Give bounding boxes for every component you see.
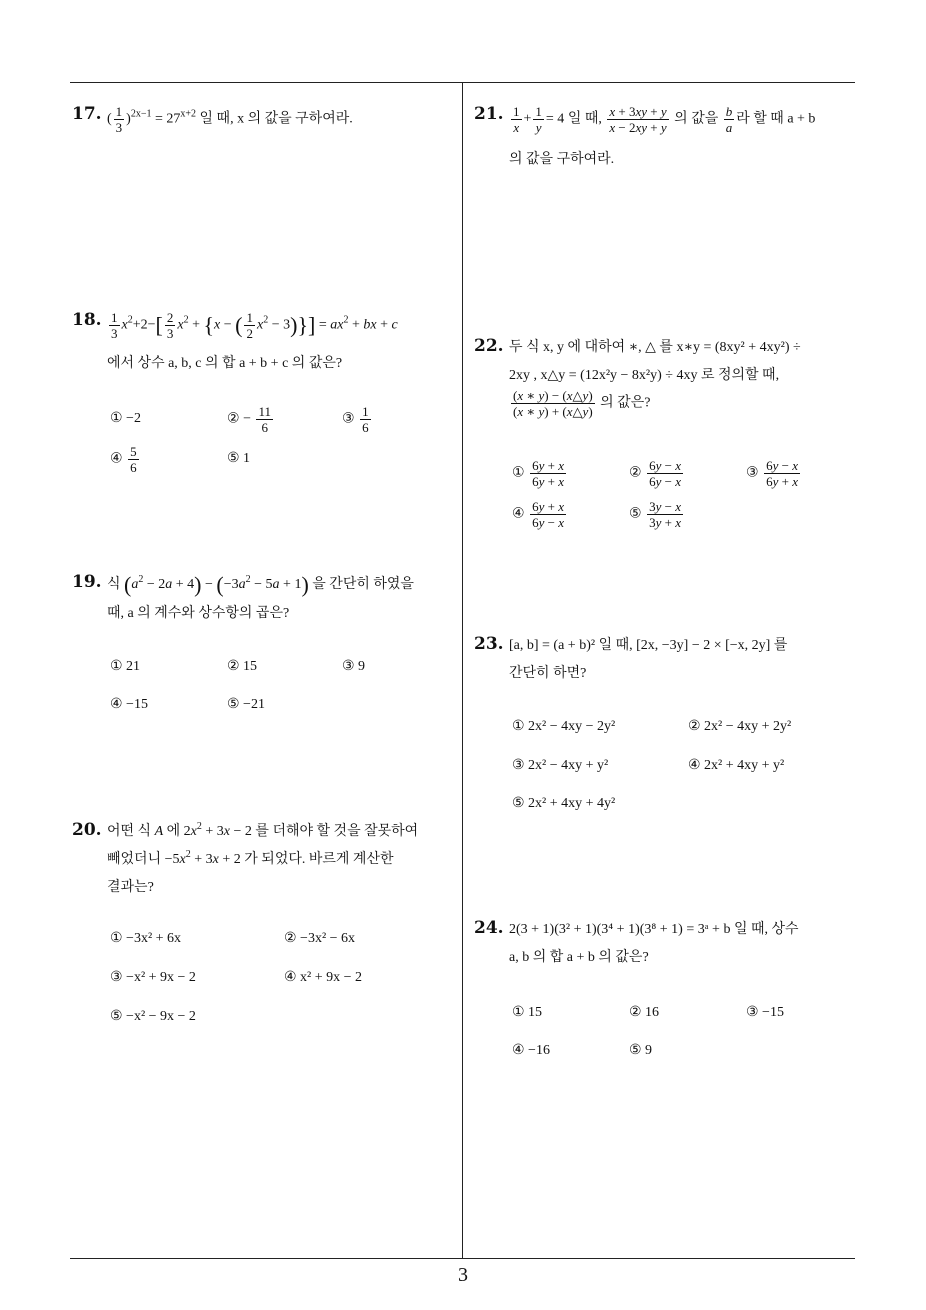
question-text-line3: 결과는?	[107, 880, 154, 895]
question-formula: $\frac{1}{3}$ $x^2+2-$[ $\frac{2}{3}$ $x^2 + \{x$ − ( $\frac{1}{2}$ $x^2 - 3)\}] = ax^2$ + bx + c	[111, 310, 398, 341]
choice-2[interactable]: ② −3x² − 6x	[284, 931, 356, 946]
question-19-text: 을 간단히 하였을	[312, 577, 414, 593]
choice-5[interactable]: ⑤ 9	[629, 1043, 653, 1058]
question-text: 에서 상수 a, b, c 의 합 a + b + c 의 값은?	[107, 356, 343, 371]
choice-2[interactable]: ② − $\frac{11}{6}$	[227, 404, 271, 435]
question-text: 2(3 + 1)(3² + 1)(3⁴ + 1)(3⁸ + 1) = 3ᵃ + b 일 때, 상수	[509, 922, 799, 937]
choice-1[interactable]: ① 2x² − 4xy − 2y²	[512, 719, 616, 734]
choice-4[interactable]: ④ $\frac{5}{6}$	[110, 444, 137, 475]
choice-3[interactable]: ③ 2x² − 4xy + y²	[512, 758, 609, 773]
choice-1[interactable]: ① −2	[110, 411, 141, 426]
question-17-text: 일 때, x 의 값을 구하여라.	[199, 111, 353, 127]
choice-2[interactable]: ② 2x² − 4xy + 2y²	[688, 719, 792, 734]
choice-5[interactable]: ⑤ −x² − 9x − 2	[110, 1009, 196, 1024]
question-22	[474, 336, 864, 546]
question-number: 23.	[474, 634, 504, 654]
choice-3[interactable]: ③ $\frac{1}{6}$	[342, 404, 369, 435]
choice-3[interactable]: ③ −x² + 9x − 2	[110, 970, 196, 985]
choice-4[interactable]: ④ $\frac{6y + x}{6y - x}$	[512, 499, 564, 530]
question-text-line2: 의 값을 구하여라.	[509, 152, 615, 167]
question-text: 두 식 x, y 에 대하여 ∗, △ 를 x∗y = (8xy² + 4xy²) ÷	[509, 340, 801, 355]
question-number: 22.	[474, 336, 504, 356]
choice-4[interactable]: ④ −15	[110, 697, 148, 712]
choice-4[interactable]: ④ 2x² + 4xy + y²	[688, 758, 785, 773]
choice-5[interactable]: ⑤ $\frac{3y - x}{3y + x}$	[629, 499, 681, 530]
choice-1[interactable]: ① 15	[512, 1005, 543, 1020]
question-text-line2: 때, a 의 계수와 상수항의 곱은?	[107, 606, 290, 621]
question-text: 어떤 식 A 에 $2x^2 + 3x - 2$ 를 더해야 할 것을 잘못하여	[107, 821, 419, 839]
question-text-line3: $\frac{(x ∗ y) - (x\triangle y)}{(x ∗ y) + (x\triangle y)}$ 의 값은?	[513, 388, 651, 419]
question-19	[72, 572, 462, 722]
question-number: 18.	[72, 310, 102, 330]
question-number: 19.	[72, 572, 102, 592]
choice-4[interactable]: ④ x² + 9x − 2	[284, 970, 363, 985]
choice-1[interactable]: ① $\frac{6y + x}{6y + x}$	[512, 458, 564, 489]
math-fraction: $\frac{1}{3}$	[115, 104, 123, 135]
choice-1[interactable]: ① 21	[110, 659, 141, 674]
question-text: $\frac{1}{x}$ + $\frac{1}{y}$ = 4 일 때, $\frac{x + 3xy + y}{x - 2xy + y}$ 의 값을 $\frac{b}{a}$ 라 할 때 a + b	[513, 104, 816, 135]
choice-2[interactable]: ② 15	[227, 659, 258, 674]
choice-2[interactable]: ② 16	[629, 1005, 660, 1020]
choice-5[interactable]: ⑤ −21	[227, 697, 265, 712]
choice-5[interactable]: ⑤ 1	[227, 451, 251, 466]
question-text-line2: 빼었더니 $-5x^2 + 3x + 2$ 가 되었다. 바르게 계산한	[107, 849, 394, 867]
choice-3[interactable]: ③ −15	[746, 1005, 784, 1020]
question-text: [a, b] = (a + b)² 일 때, [2x, −3y] − 2 × [−x, 2y] 를	[509, 638, 788, 653]
choice-5[interactable]: ⑤ 2x² + 4xy + 4y²	[512, 796, 616, 811]
question-number: 20.	[72, 820, 102, 840]
question-24	[474, 918, 864, 1068]
question-20	[72, 820, 462, 1040]
choice-3[interactable]: ③ $\frac{6y - x}{6y + x}$	[746, 458, 798, 489]
question-23	[474, 634, 864, 824]
question-17	[72, 104, 452, 184]
choice-1[interactable]: ① −3x² + 6x	[110, 931, 182, 946]
question-18	[72, 310, 462, 490]
bottom-rule	[70, 1258, 855, 1259]
question-number: 17.	[72, 104, 102, 124]
choice-3[interactable]: ③ 9	[342, 659, 366, 674]
question-text-line2: a, b 의 합 a + b 의 값은?	[509, 950, 649, 965]
column-divider	[462, 82, 463, 1258]
choice-4[interactable]: ④ −16	[512, 1043, 550, 1058]
choice-2[interactable]: ② $\frac{6y - x}{6y - x}$	[629, 458, 681, 489]
question-number: 24.	[474, 918, 504, 938]
question-text-line2: 간단히 하면?	[509, 666, 587, 681]
question-number: 21.	[474, 104, 504, 124]
question-text-line2: 2xy , x△y = (12x²y − 8x²y) ÷ 4xy 로 정의할 때,	[509, 368, 780, 383]
question-text: 식 $(a^2 - 2a + 4) - (-3a^2 - 5a + 1)$ 을 간단히 하였을	[107, 572, 414, 597]
question-text: ( $\frac{1}{3}$ )$^{2x-1} = 27^{x+2}$ 일 때, x 의 값을 구하여라.	[107, 104, 353, 135]
page-number: 3	[458, 1264, 468, 1286]
question-21	[474, 104, 864, 184]
